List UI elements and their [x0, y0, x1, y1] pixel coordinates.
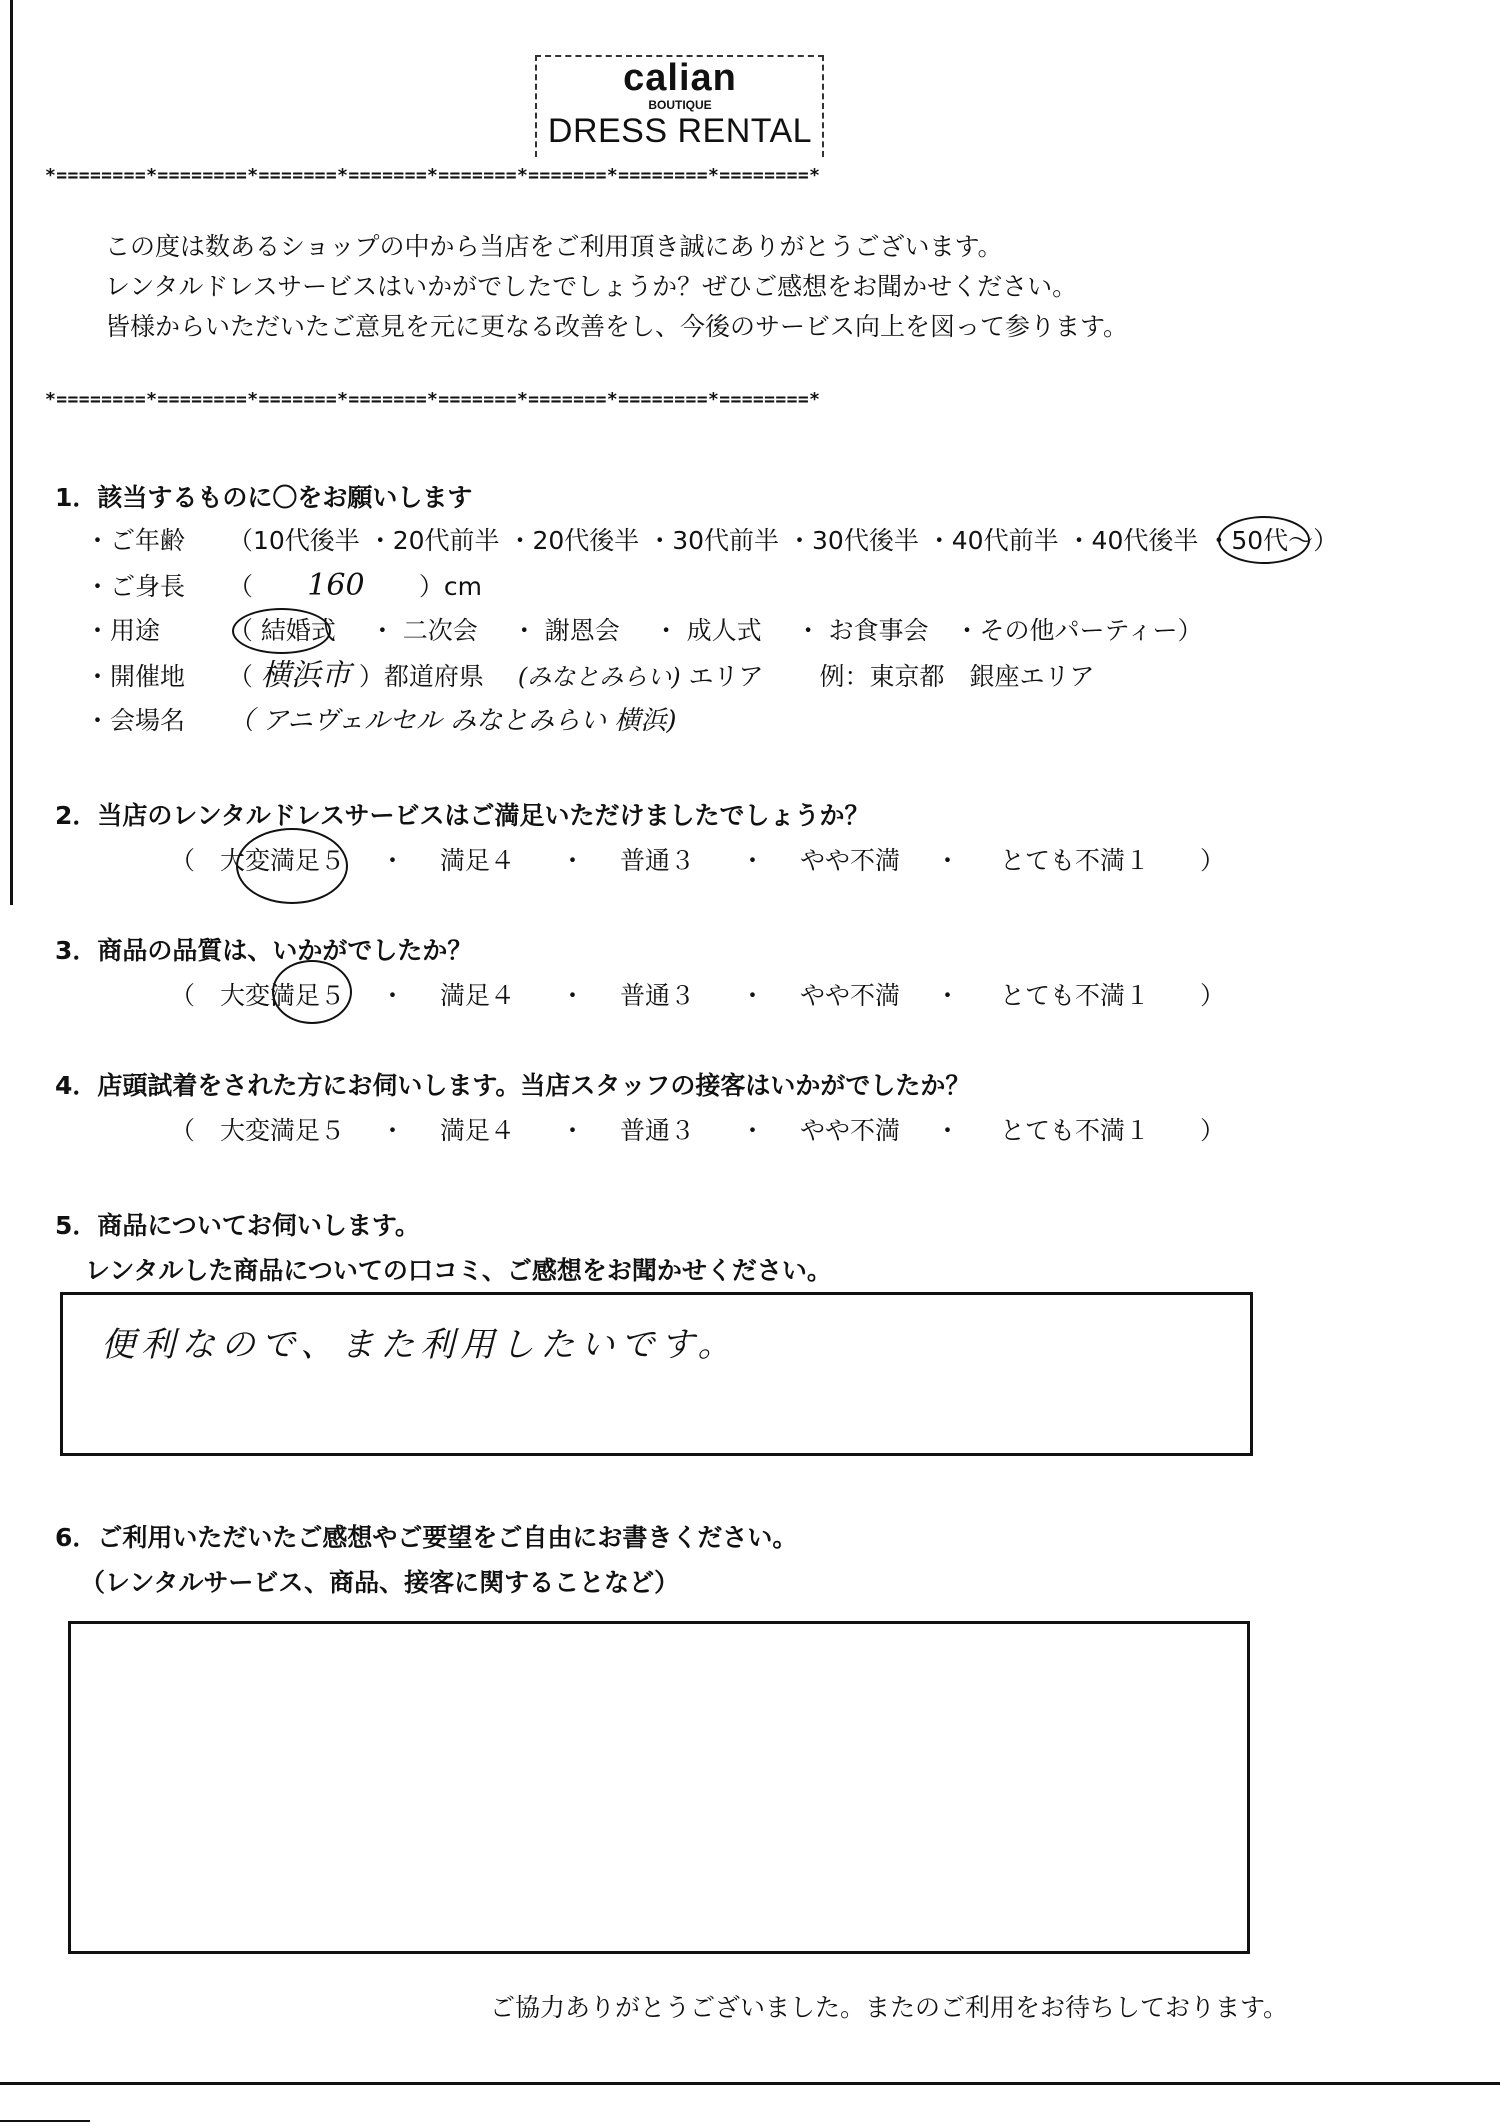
dot: ・ — [380, 846, 406, 875]
paren-close: ） — [1200, 981, 1226, 1010]
separator-top: *========*========*=======*=======*=======*=======*========*========* — [45, 166, 821, 186]
dot: ・ — [740, 1116, 766, 1145]
q4-option-3[interactable]: 普通３ — [620, 1116, 696, 1145]
age-option[interactable]: ・30代前半 — [647, 526, 780, 555]
age-option[interactable]: ・40代後半 — [1066, 526, 1199, 555]
dot: ・ — [380, 1116, 406, 1145]
q5-answer-box[interactable] — [60, 1292, 1253, 1456]
q4-option-4[interactable]: 満足４ — [440, 1116, 516, 1145]
purpose-option[interactable]: ・ 二次会 — [369, 616, 478, 645]
intro-line-1: この度は数あるショップの中から当店をご利用頂き誠にありがとうございます。 — [105, 232, 1003, 261]
q6-answer-box[interactable] — [68, 1621, 1250, 1954]
height-unit: ）cm — [418, 572, 482, 601]
height-open: （ — [227, 572, 253, 601]
paren-open: （ — [170, 846, 196, 875]
q2-option-4[interactable]: 満足４ — [440, 846, 516, 875]
q1-title: 1．該当するものに〇をお願いします — [55, 483, 473, 512]
q6-title: 6．ご利用いただいたご感想やご要望をご自由にお書きください。 — [55, 1523, 798, 1552]
dot: ・ — [380, 981, 406, 1010]
q2-option-3[interactable]: 普通３ — [620, 846, 696, 875]
q3-option-2[interactable]: やや不満 — [800, 981, 901, 1010]
q3-title: 3．商品の品質は、いかがでしたか？ — [55, 936, 473, 965]
paren-open: （ — [170, 1116, 196, 1145]
q3-option-3[interactable]: 普通３ — [620, 981, 696, 1010]
age-option[interactable]: ・40代前半 — [926, 526, 1059, 555]
paren-close: ） — [1200, 846, 1226, 875]
dot: ・ — [560, 1116, 586, 1145]
dot: ・ — [935, 846, 961, 875]
brand-tagline: DRESS RENTAL — [547, 112, 813, 150]
q3-selection-circle — [272, 960, 352, 1024]
dot: ・ — [935, 981, 961, 1010]
q4-option-2[interactable]: やや不満 — [800, 1116, 901, 1145]
intro-line-3: 皆様からいただいたご意見を元に更なる改善をし、今後のサービス向上を図って参ります。 — [105, 312, 1129, 341]
intro-line-2: レンタルドレスサービスはいかがでしたでしょうか？ぜひご感想をお聞かせください。 — [105, 272, 1078, 301]
q3-option-5[interactable]: 大変満足５ — [220, 981, 346, 1010]
venue-input[interactable]: （ アニヴェルセル みなとみらい 横浜) — [227, 706, 677, 736]
q2-option-1[interactable]: とても不満１ — [1000, 846, 1151, 875]
purpose-label: ・用途 — [85, 616, 161, 645]
dot: ・ — [935, 1116, 961, 1145]
brand-logo — [540, 58, 820, 150]
purpose-option[interactable]: ・その他パーティー） — [954, 616, 1203, 645]
height-input[interactable]: 160 — [307, 568, 365, 603]
height-label: ・ご身長 — [85, 572, 186, 601]
prefecture-input[interactable]: 横浜市 — [260, 658, 351, 693]
location-label: ・開催地 — [85, 662, 186, 691]
age-selection-circle — [1218, 516, 1310, 564]
paren-close: ） — [1200, 1116, 1226, 1145]
age-option[interactable]: ・30代後半 — [787, 526, 919, 555]
bottom-rule — [0, 2082, 1500, 2085]
q4-title: 4．店頭試着をされた方にお伺いします。当店スタッフの接客はいかがでしたか？ — [55, 1071, 971, 1100]
venue-label: ・会場名 — [85, 706, 186, 735]
location-example: 例：東京都 銀座エリア — [819, 662, 1095, 691]
purpose-option[interactable]: ・ お食事会 — [795, 616, 929, 645]
q2-option-5[interactable]: 大変満足５ — [220, 846, 346, 875]
purpose-option[interactable]: ・ 謝恩会 — [511, 616, 620, 645]
dot: ・ — [740, 846, 766, 875]
dot: ・ — [560, 981, 586, 1010]
q5-title: 5．商品についてお伺いします。 — [55, 1211, 420, 1240]
brand-name: calian — [623, 57, 737, 99]
location-open: （ — [227, 662, 253, 691]
q2-option-2[interactable]: やや不満 — [800, 846, 901, 875]
area-input[interactable]: (みなとみらい) — [517, 663, 681, 691]
q3-option-4[interactable]: 満足４ — [440, 981, 516, 1010]
prefecture-suffix: ）都道府県 — [358, 662, 484, 691]
brand-sub: BOUTIQUE — [648, 98, 712, 112]
height-row — [85, 570, 482, 603]
purpose-option[interactable]: ・ 成人式 — [653, 616, 762, 645]
left-margin-rule — [10, 0, 13, 905]
age-label: ・ご年齢 — [85, 526, 186, 555]
q4-option-1[interactable]: とても不満１ — [1000, 1116, 1151, 1145]
separator-bottom: *========*========*=======*=======*=======*=======*========*========* — [45, 390, 821, 410]
age-option[interactable]: ・20代後半 — [507, 526, 640, 555]
q2-title: 2．当店のレンタルドレスサービスはご満足いただけましたでしょうか？ — [55, 801, 870, 830]
q5-answer-text: 便利なので、また利用したいです。 — [101, 1325, 738, 1365]
footer-thanks: ご協力ありがとうございました。またのご利用をお待ちしております。 — [490, 1993, 1289, 2022]
dot: ・ — [740, 981, 766, 1010]
venue-row — [85, 705, 677, 737]
location-row — [85, 660, 1095, 693]
age-option-selected[interactable]: ・50代〜） — [1206, 526, 1339, 555]
q2-selection-circle — [236, 828, 348, 904]
dot: ・ — [560, 846, 586, 875]
bottom-stub-line — [0, 2120, 90, 2122]
q6-subtitle: （レンタルサービス、商品、接客に関することなど） — [80, 1568, 680, 1597]
q4-option-5[interactable]: 大変満足５ — [220, 1116, 346, 1145]
q4-options — [170, 1115, 1225, 1147]
age-option[interactable]: ・20代前半 — [367, 526, 500, 555]
paren-open: （ — [170, 981, 196, 1010]
area-suffix: エリア — [688, 662, 764, 691]
q3-option-1[interactable]: とても不満１ — [1000, 981, 1151, 1010]
purpose-selection-circle — [232, 608, 331, 654]
q5-subtitle: レンタルした商品についての口コミ、ご感想をお聞かせください。 — [85, 1256, 832, 1285]
age-option[interactable]: （10代後半 — [227, 526, 360, 555]
age-row — [85, 525, 1338, 557]
purpose-option-selected[interactable]: （ 結婚式 — [227, 616, 336, 645]
